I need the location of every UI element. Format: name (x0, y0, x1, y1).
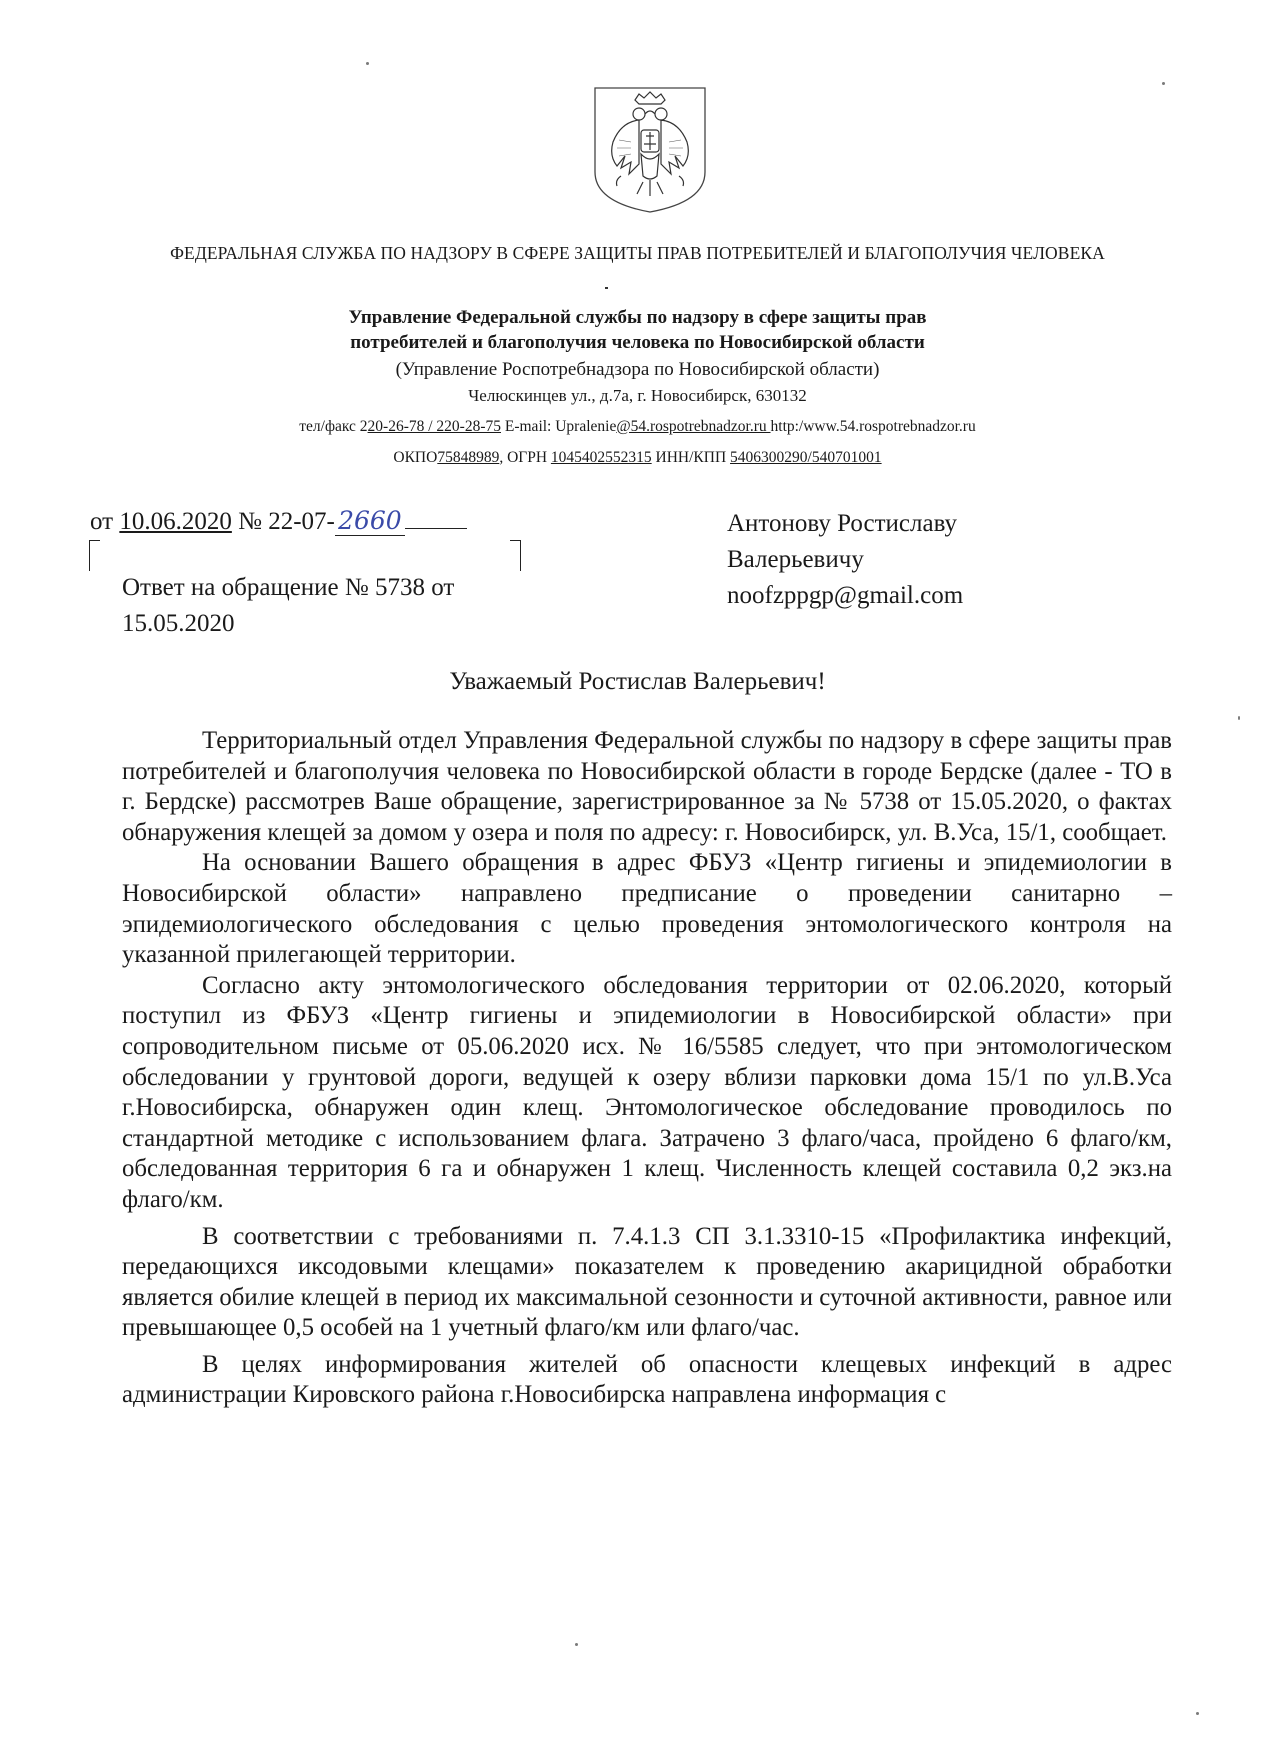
paragraph: На основании Вашего обращения в адрес ФБУЗ «Центр гигиены и эпидемиологии в Новосибирской области» направлено предписание о проведении санитарно – эпидемиологического обследования с целью проведения энтомологического контроля на указанной прилегающей территории. (122, 849, 1172, 969)
reference-number-prefix: № 22-07- (231, 508, 335, 535)
greeting: Уважаемый Ростислав Валерьевич! (449, 668, 826, 695)
paragraph: В соответствии с требованиями п. 7.4.1.3 СП 3.1.3310-15 «Профилактика инфекций, передающихся иксодовыми клещами» показателем к проведению акарицидной обработки является обилие клещей в период их максимальной сезонности и суточной активности, равное или превышающее 0,5 особей на 1 учетный флаго/км или флаго/час. (122, 1222, 1172, 1342)
scan-speck (1196, 1712, 1199, 1715)
okpo-label: ОКПО (393, 449, 438, 466)
bracket-right (510, 540, 521, 571)
department-short-name: (Управление Роспотребнадзора по Новосибирской области) (395, 359, 880, 380)
scan-speck (366, 62, 369, 65)
ogrn-value: 1045402552315 (550, 449, 652, 466)
department-line-1: Управление Федеральной службы по надзору в сфере защиты прав (348, 307, 927, 328)
registration-codes (120, 449, 1155, 467)
bracket-left (89, 540, 100, 571)
website-link[interactable]: http:/www.54.rospotrebnadzor.ru (770, 418, 976, 435)
reference-line (90, 506, 467, 536)
department-address: Челюскинцев ул., д.7а, г. Новосибирск, 630132 (468, 386, 807, 405)
ogrn-label: , ОГРН (499, 449, 551, 466)
paragraph: Территориальный отдел Управления Федеральной службы по надзору в сфере защиты прав потребителей и благополучия человека по Новосибирской области в городе Бердске (далее - ТО в г. Бердске) рассмотрев Ваше обращение, зарегистрированное за № 5738 от 15.05.2020, о фактах обнаружения клещей за домом у озера и поля по адресу: г. Новосибирск, ул. В.Уса, 15/1, сообщает. (122, 727, 1172, 846)
letter-subject: Ответ на обращение № 5738 от 15.05.2020 (122, 574, 455, 637)
agency-name: ФЕДЕРАЛЬНАЯ СЛУЖБА ПО НАДЗОРУ В СФЕРЕ ЗАЩИТЫ ПРАВ ПОТРЕБИТЕЛЕЙ И БЛАГОПОЛУЧИЯ ЧЕЛОВЕКА (170, 243, 1105, 263)
department-line-2: потребителей и благополучия человека по Новосибирской области (350, 332, 925, 353)
scan-speck (1162, 82, 1165, 85)
email-label: E-mail: Upralenie (501, 418, 617, 435)
reference-date: 10.06.2020 (119, 508, 232, 535)
handwritten-number: 2660 (335, 506, 405, 536)
okpo-value: 75848989 (437, 449, 500, 466)
scan-speck (575, 1643, 578, 1646)
reference-underline (405, 506, 467, 529)
coat-of-arms-icon (591, 84, 709, 216)
paragraph: В целях информирования жителей об опасности клещевых инфекций в адрес администрации Кировского района г.Новосибирска направлена информация с (122, 1350, 1172, 1409)
addressee-name-line-2: Валерьевичу (727, 546, 864, 573)
addressee-block (727, 506, 1147, 614)
department-name (200, 305, 1075, 355)
letter-body (122, 726, 1172, 1411)
phone-label: тел/факс 2 (299, 418, 368, 435)
reference-prefix: от (90, 508, 120, 535)
phone-number: 20-26-78 / 220-28-75 (367, 418, 501, 435)
contacts-line (120, 418, 1155, 436)
inn-value: 5406300290/540701001 (730, 449, 882, 466)
addressee-name-line-1: Антонову Ростиславу (727, 510, 958, 537)
inn-label: ИНН/КПП (651, 449, 731, 466)
scan-mark (605, 287, 608, 289)
addressee-email[interactable]: noofzppgp@gmail.com (727, 582, 964, 609)
email-link[interactable]: @54.rospotrebnadzor.ru (616, 418, 771, 435)
paragraph: Согласно акту энтомологического обследования территории от 02.06.2020, который поступил из ФБУЗ «Центр гигиены и эпидемиологии в Новосибирской области» при сопроводительном письме от 05.06.2020 исх. № 16/5585 следует, что при энтомологическом обследовании у грунтовой дороги, ведущей к озеру вблизи парковки дома 15/1 по ул.В.Уса г.Новосибирска, обнаружен один клещ. Энтомологическое обследование проводилось по стандартной методике с использованием флага. Затрачено 3 флаго/часа, пройдено 6 флаго/км, обследованная территория 6 га и обнаружен 1 клещ. Численность клещей составила 0,2 экз.на флаго/км. (122, 971, 1172, 1213)
scan-speck (1238, 716, 1240, 720)
